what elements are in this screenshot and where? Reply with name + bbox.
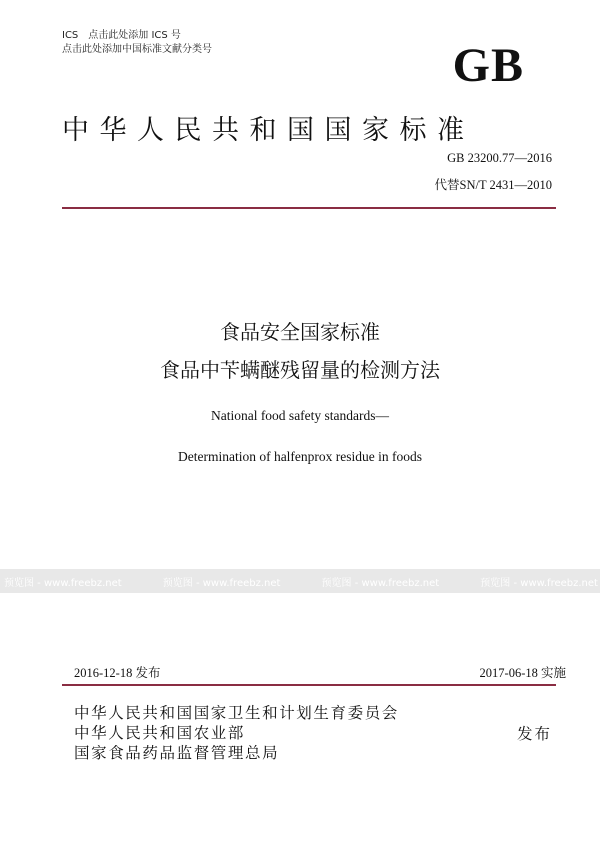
national-standard-title: 中华人民共和国国家标准	[62, 115, 475, 146]
chinese-title-line-1: 食品安全国家标准	[220, 320, 380, 344]
ics-placeholder[interactable]: ICS 点击此处添加 ICS 号	[62, 30, 181, 41]
issuer-line: 中华人民共和国国家卫生和计划生育委员会	[74, 704, 399, 722]
issuer-line: 中华人民共和国农业部	[74, 724, 246, 742]
watermark-item: 预览图 - www.freebz.net	[162, 577, 281, 589]
replaces-standard: 代替SN/T 2431—2010	[434, 178, 552, 192]
issuer-line: 国家食品药品监督管理总局	[74, 744, 280, 762]
gb-logo: GB	[452, 39, 524, 92]
chinese-title-line-2: 食品中苄螨醚残留量的检测方法	[160, 358, 440, 382]
watermark-item: 预览图 - www.freebz.net	[480, 577, 598, 589]
watermark-band	[0, 569, 600, 593]
implementation-date: 2017-06-18 实施	[479, 666, 566, 680]
watermark-item: 预览图 - www.freebz.net	[321, 577, 440, 589]
top-divider	[62, 207, 556, 209]
english-title-line-2: Determination of halfenprox residue in foods	[177, 449, 423, 464]
standard-number: GB 23200.77—2016	[447, 151, 552, 165]
issue-date: 2016-12-18 发布	[74, 666, 161, 680]
classification-placeholder[interactable]: 点击此处添加中国标准文献分类号	[62, 44, 212, 55]
publish-label: 发布	[517, 725, 553, 743]
ics-block	[62, 29, 212, 57]
watermark-item: 预览图 - www.freebz.net	[4, 577, 122, 589]
english-title-line-1: National food safety standards—	[210, 408, 390, 423]
issuing-authorities	[74, 703, 399, 763]
bottom-divider	[62, 684, 556, 686]
